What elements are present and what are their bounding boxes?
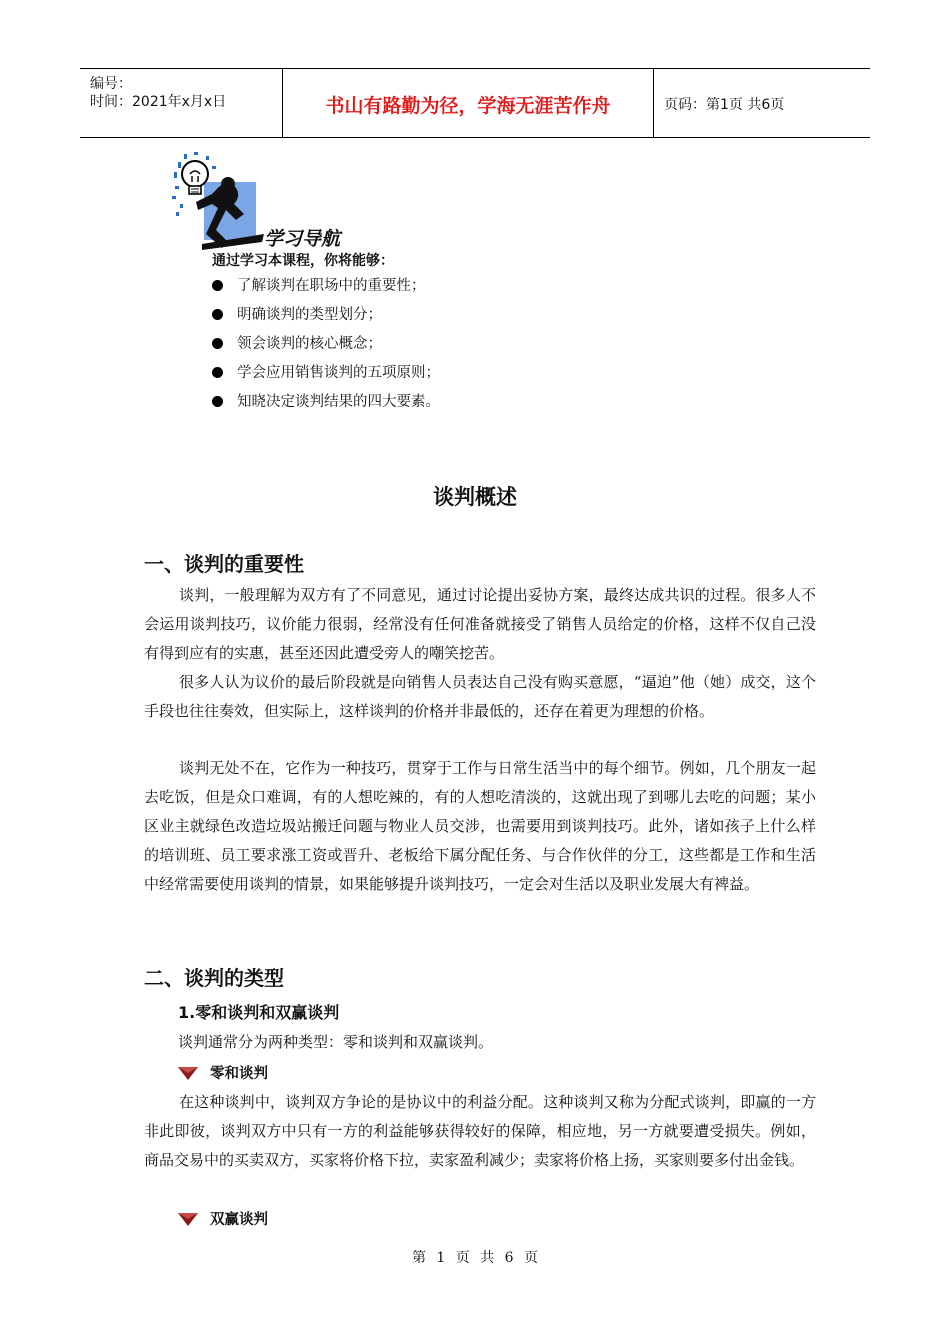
- bullet-icon: [212, 338, 223, 349]
- serial-label: 编号：: [90, 76, 132, 92]
- page-footer: 第 1 页 共 6 页: [411, 1250, 539, 1266]
- zero-sum-label: [178, 1062, 268, 1083]
- bullet-icon: [212, 280, 223, 291]
- bullet-icon: [212, 367, 223, 378]
- goal-text: 明确谈判的类型划分；: [237, 307, 382, 323]
- arrow-icon: [178, 1065, 198, 1081]
- lightbulb-runner-icon: [172, 152, 264, 252]
- goal-list: [212, 272, 440, 417]
- list-item: [212, 301, 440, 330]
- paragraph: 在这种谈判中，谈判双方争论的是协议中的利益分配。这种谈判又称为分配式谈判，即赢的一方非此即彼，谈判双方中只有一方的利益能够获得较好的保障，相应地，另一方就要遭受损失。例如，商品交易中的买卖双方，买家将价格下拉，卖家盈利减少；卖家将价格上扬，买家则要多付出金钱。: [144, 1093, 816, 1169]
- header-info-cell: [80, 69, 283, 137]
- bullet-icon: [212, 396, 223, 407]
- paragraph: 谈判，一般理解为双方有了不同意见，通过讨论提出妥协方案，最终达成共识的过程。很多人不会运用谈判技巧，议价能力很弱，经常没有任何准备就接受了销售人员给定的价格，这样不仅自己没有得到应有的实惠，甚至还因此遭受旁人的嘲笑挖苦。: [144, 586, 816, 662]
- paragraph: 很多人认为议价的最后阶段就是向销售人员表达自己没有购买意愿，“逼迫”他（她）成交，这个手段也往往奏效，但实际上，这样谈判的价格并非最低的，还存在着更为理想的价格。: [144, 673, 816, 720]
- section-heading-importance: 一、谈判的重要性: [144, 552, 304, 576]
- types-intro: 谈判通常分为两种类型：零和谈判和双赢谈判。: [178, 1033, 494, 1051]
- goal-text: 知晓决定谈判结果的四大要素。: [237, 394, 440, 410]
- win-win-label-text: 双赢谈判: [210, 1212, 268, 1228]
- arrow-icon: [178, 1211, 198, 1227]
- nav-title: 学习导航: [264, 228, 341, 250]
- page-header: [80, 68, 870, 138]
- header-motto-cell: [283, 69, 654, 137]
- section-heading-types: 二、谈判的类型: [144, 966, 284, 990]
- time-label: 时间：2021年x月x日: [90, 94, 227, 110]
- nav-intro: 通过学习本课程，你将能够：: [212, 253, 394, 269]
- subsection-heading: 1.零和谈判和双赢谈判: [178, 1003, 340, 1022]
- list-item: [212, 272, 440, 301]
- zero-sum-label-text: 零和谈判: [210, 1066, 268, 1082]
- document-title: 谈判概述: [433, 485, 517, 509]
- motto: 书山有路勤为径，学海无涯苦作舟: [325, 95, 611, 117]
- list-item: [212, 388, 440, 417]
- list-item: [212, 359, 440, 388]
- paragraph: 谈判无处不在，它作为一种技巧，贯穿于工作与日常生活当中的每个细节。例如，几个朋友一起去吃饭，但是众口难调，有的人想吃辣的，有的人想吃清淡的，这就出现了到哪儿去吃的问题；某小区业主就绿色改造垃圾站搬迁问题与物业人员交涉，也需要用到谈判技巧。此外，诸如孩子上什么样的培训班、员工要求涨工资或晋升、老板给下属分配任务、与合作伙伴的分工，这些都是工作和生活中经常需要使用谈判的情景，如果能够提升谈判技巧，一定会对生活以及职业发展大有裨益。: [144, 759, 816, 893]
- bullet-icon: [212, 309, 223, 320]
- win-win-label: [178, 1208, 268, 1229]
- list-item: [212, 330, 440, 359]
- goal-text: 领会谈判的核心概念；: [237, 336, 382, 352]
- goal-text: 学会应用销售谈判的五项原则；: [237, 365, 440, 381]
- header-page-cell: [654, 69, 870, 137]
- goal-text: 了解谈判在职场中的重要性；: [237, 278, 426, 294]
- page-number-label: 页码：第1页 共6页: [664, 97, 785, 113]
